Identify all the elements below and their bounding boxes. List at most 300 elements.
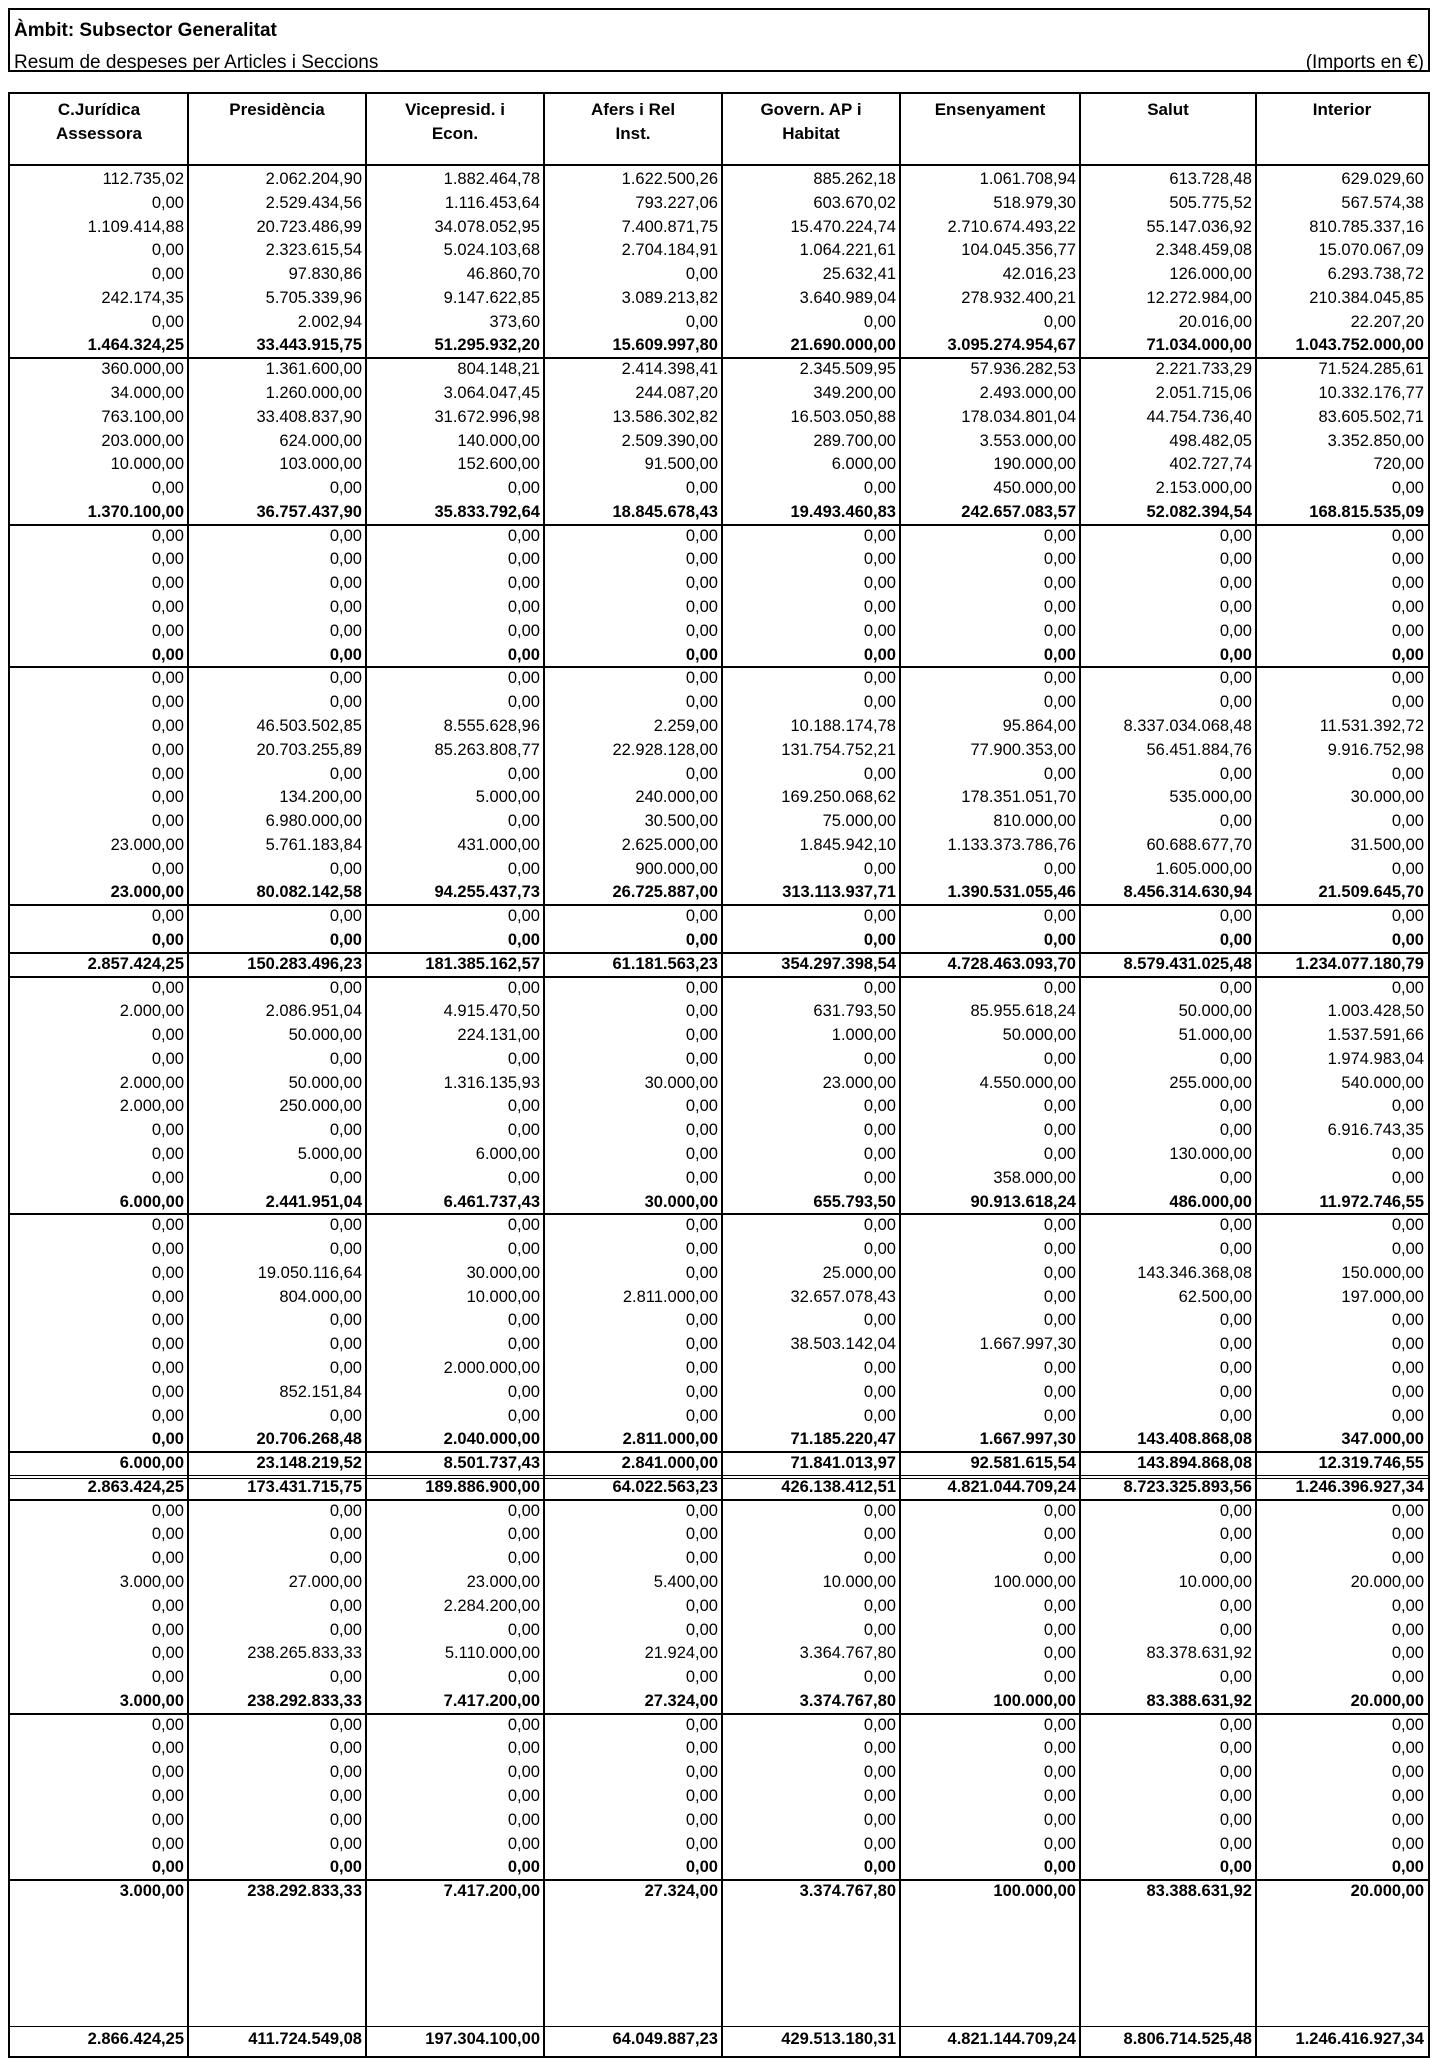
subtotal-cell: 0,00 bbox=[863, 645, 896, 664]
table-cell: 0,00 bbox=[1391, 1620, 1424, 1639]
table-cell: 238.265.833,33 bbox=[247, 1644, 362, 1663]
subtotal-cell: 8.579.431.025,48 bbox=[1123, 954, 1252, 973]
table-cell: 55.147.036,92 bbox=[1146, 217, 1252, 236]
table-cell: 0,00 bbox=[1391, 1359, 1424, 1377]
subtotal-cell: 4.728.463.093,70 bbox=[947, 954, 1076, 973]
table-cell: 0,00 bbox=[151, 1311, 184, 1330]
table-cell: 12.272.984,00 bbox=[1146, 288, 1252, 307]
subtotal-cell: 1.464.324,25 bbox=[87, 336, 184, 355]
grand-total-cell: 4.821.144.709,24 bbox=[947, 2030, 1076, 2048]
table-cell: 0,00 bbox=[863, 1216, 896, 1235]
table-cell: 0,00 bbox=[151, 1834, 184, 1853]
table-cell: 0,00 bbox=[329, 1049, 362, 1068]
table-cell: 3.000,00 bbox=[119, 1573, 184, 1592]
table-cell: 2.710.674.493,22 bbox=[947, 217, 1076, 236]
table-cell: 210.384.045,85 bbox=[1309, 288, 1424, 307]
table-cell: 0,00 bbox=[1219, 574, 1252, 593]
column-header-line: Assessora bbox=[55, 124, 142, 143]
table-cell: 0,00 bbox=[1043, 1144, 1076, 1163]
table-cell: 0,00 bbox=[329, 1668, 362, 1687]
table-cell: 450.000,00 bbox=[993, 479, 1076, 498]
table-cell: 0,00 bbox=[329, 1787, 362, 1806]
table-cell: 150.000,00 bbox=[1341, 1263, 1424, 1282]
subtotal-cell: 64.022.563,23 bbox=[612, 1477, 718, 1496]
table-cell: 0,00 bbox=[685, 1525, 718, 1544]
table-cell: 1.109.414,88 bbox=[87, 217, 184, 236]
table-cell: 0,00 bbox=[151, 479, 184, 498]
table-cell: 0,00 bbox=[151, 1763, 184, 1782]
table-cell: 431.000,00 bbox=[457, 835, 540, 854]
table-cell: 21.924,00 bbox=[644, 1644, 718, 1663]
table-cell: 0,00 bbox=[151, 693, 184, 712]
table-cell: 0,00 bbox=[1391, 669, 1424, 688]
table-cell: 2.811.000,00 bbox=[622, 1287, 718, 1306]
table-cell: 31.672.996,98 bbox=[434, 407, 540, 426]
table-cell: 0,00 bbox=[507, 1525, 540, 1544]
table-cell: 0,00 bbox=[1391, 621, 1424, 640]
table-cell: 0,00 bbox=[1391, 907, 1424, 926]
table-cell: 0,00 bbox=[507, 812, 540, 831]
subtotal-cell: 21.690.000,00 bbox=[790, 336, 896, 355]
table-cell: 103.000,00 bbox=[279, 455, 362, 474]
table-cell: 0,00 bbox=[507, 1406, 540, 1425]
subtotal-cell: 6.000,00 bbox=[119, 1454, 184, 1473]
table-cell: 0,00 bbox=[151, 526, 184, 545]
table-cell: 2.086.951,04 bbox=[265, 1002, 362, 1021]
table-cell: 0,00 bbox=[1219, 978, 1252, 997]
table-cell: 0,00 bbox=[1391, 812, 1424, 831]
table-cell: 3.364.767,80 bbox=[799, 1644, 896, 1663]
table-cell: 0,00 bbox=[507, 669, 540, 688]
column-header-line: Inst. bbox=[615, 124, 651, 143]
subtotal-cell: 30.000,00 bbox=[644, 1192, 718, 1211]
table-cell: 0,00 bbox=[685, 1168, 718, 1187]
table-cell: 3.553.000,00 bbox=[979, 431, 1076, 450]
column-header bbox=[188, 94, 366, 166]
subtotal-cell: 143.894.868,08 bbox=[1137, 1454, 1252, 1473]
table-cell: 240.000,00 bbox=[635, 788, 718, 807]
table-cell: 0,00 bbox=[1043, 1763, 1076, 1782]
table-cell: 0,00 bbox=[685, 1715, 718, 1734]
table-cell: 5.761.183,84 bbox=[265, 835, 362, 854]
table-cell: 0,00 bbox=[151, 669, 184, 688]
subtotal-cell: 3.095.274.954,67 bbox=[947, 336, 1076, 355]
column-header-line: C.Jurídica bbox=[57, 100, 141, 119]
table-cell: 0,00 bbox=[1219, 1216, 1252, 1235]
table-cell: 130.000,00 bbox=[1169, 1144, 1252, 1163]
subtotal-cell: 23.148.219,52 bbox=[256, 1454, 362, 1473]
table-cell: 0,00 bbox=[863, 1834, 896, 1853]
table-cell: 0,00 bbox=[151, 1335, 184, 1354]
table-cell: 0,00 bbox=[1219, 1335, 1252, 1354]
subtotal-cell: 3.000,00 bbox=[119, 1882, 184, 1901]
table-cell: 10.000,00 bbox=[466, 1287, 540, 1306]
column-header-line: Habitat bbox=[782, 124, 840, 143]
table-cell: 0,00 bbox=[1391, 1311, 1424, 1330]
table-cell: 0,00 bbox=[1391, 479, 1424, 498]
table-cell: 71.524.285,61 bbox=[1318, 360, 1424, 379]
table-cell: 0,00 bbox=[329, 859, 362, 878]
table-cell: 0,00 bbox=[863, 693, 896, 712]
subtotal-cell: 2.841.000,00 bbox=[621, 1454, 718, 1473]
table-cell: 0,00 bbox=[685, 1097, 718, 1116]
table-cell: 0,00 bbox=[685, 978, 718, 997]
table-cell: 1.667.997,30 bbox=[979, 1335, 1076, 1354]
table-cell: 0,00 bbox=[863, 1715, 896, 1734]
table-cell: 20.016,00 bbox=[1178, 312, 1252, 331]
table-cell: 1.361.600,00 bbox=[265, 360, 362, 379]
table-cell: 0,00 bbox=[1219, 669, 1252, 688]
subtotal-cell: 2.040.000,00 bbox=[443, 1430, 540, 1449]
table-cell: 0,00 bbox=[863, 1525, 896, 1544]
table-cell: 0,00 bbox=[329, 907, 362, 926]
table-cell: 0,00 bbox=[151, 812, 184, 831]
table-cell: 134.200,00 bbox=[279, 788, 362, 807]
table-cell: 126.000,00 bbox=[1169, 265, 1252, 284]
table-cell: 0,00 bbox=[329, 1549, 362, 1568]
table-cell: 0,00 bbox=[1219, 1715, 1252, 1734]
table-cell: 10.332.176,77 bbox=[1318, 384, 1424, 403]
table-cell: 0,00 bbox=[685, 1263, 718, 1282]
table-cell: 810.785.337,16 bbox=[1309, 217, 1424, 236]
table-cell: 0,00 bbox=[863, 479, 896, 498]
table-cell: 140.000,00 bbox=[457, 431, 540, 450]
table-cell: 0,00 bbox=[1391, 1644, 1424, 1663]
subtotal-cell: 6.461.737,43 bbox=[443, 1192, 540, 1211]
subtotal-cell: 238.292.833,33 bbox=[247, 1882, 362, 1901]
table-cell: 0,00 bbox=[685, 265, 718, 284]
table-cell: 197.000,00 bbox=[1341, 1287, 1424, 1306]
subtotal-cell: 0,00 bbox=[329, 930, 362, 949]
table-cell: 0,00 bbox=[863, 1359, 896, 1377]
table-cell: 2.509.390,00 bbox=[621, 431, 718, 450]
table-cell: 402.727,74 bbox=[1169, 455, 1252, 474]
table-cell: 900.000,00 bbox=[635, 859, 718, 878]
table-cell: 603.670,02 bbox=[813, 193, 896, 212]
subtotal-cell: 0,00 bbox=[507, 645, 540, 664]
table-cell: 3.064.047,45 bbox=[443, 384, 540, 403]
table-cell: 358.000,00 bbox=[993, 1168, 1076, 1187]
table-cell: 0,00 bbox=[1391, 1787, 1424, 1806]
table-cell: 0,00 bbox=[1219, 1121, 1252, 1140]
table-cell: 0,00 bbox=[151, 241, 184, 260]
subtotal-cell: 20.000,00 bbox=[1350, 1882, 1424, 1901]
table-cell: 131.754.752,21 bbox=[781, 740, 896, 759]
subtotal-cell: 1.370.100,00 bbox=[87, 502, 184, 521]
table-cell: 2.414.398,41 bbox=[621, 360, 718, 379]
table-cell: 27.000,00 bbox=[288, 1573, 362, 1592]
subtotal-cell: 80.082.142,58 bbox=[256, 883, 362, 902]
table-cell: 0,00 bbox=[1219, 1311, 1252, 1330]
table-cell: 0,00 bbox=[1391, 1144, 1424, 1163]
table-cell: 0,00 bbox=[685, 1739, 718, 1758]
subtotal-cell: 12.319.746,55 bbox=[1318, 1454, 1424, 1473]
table-cell: 0,00 bbox=[1043, 1549, 1076, 1568]
table-cell: 0,00 bbox=[1391, 1596, 1424, 1615]
table-cell: 2.704.184,91 bbox=[621, 241, 718, 260]
table-cell: 0,00 bbox=[329, 1763, 362, 1782]
table-cell: 0,00 bbox=[1043, 1311, 1076, 1330]
table-cell: 0,00 bbox=[507, 479, 540, 498]
table-cell: 0,00 bbox=[329, 1834, 362, 1853]
table-cell: 42.016,23 bbox=[1002, 265, 1076, 284]
table-cell: 0,00 bbox=[1391, 859, 1424, 878]
table-cell: 0,00 bbox=[1043, 1382, 1076, 1401]
table-cell: 0,00 bbox=[151, 621, 184, 640]
table-cell: 0,00 bbox=[329, 1525, 362, 1544]
table-cell: 0,00 bbox=[151, 1668, 184, 1687]
subtotal-cell: 313.113.937,71 bbox=[782, 883, 896, 902]
subtotal-cell: 1.043.752.000,00 bbox=[1295, 336, 1424, 355]
table-cell: 0,00 bbox=[685, 1763, 718, 1782]
table-cell: 203.000,00 bbox=[101, 431, 184, 450]
table-cell: 5.705.339,96 bbox=[265, 288, 362, 307]
table-cell: 0,00 bbox=[1043, 669, 1076, 688]
table-cell: 0,00 bbox=[863, 312, 896, 331]
table-cell: 224.131,00 bbox=[457, 1026, 540, 1045]
table-cell: 0,00 bbox=[685, 907, 718, 926]
table-cell: 0,00 bbox=[151, 716, 184, 735]
table-cell: 0,00 bbox=[1043, 1216, 1076, 1235]
subtotal-cell: 8.501.737,43 bbox=[443, 1454, 540, 1473]
table-cell: 2.284.200,00 bbox=[443, 1596, 540, 1615]
subtotal-cell: 0,00 bbox=[507, 1858, 540, 1877]
table-cell: 0,00 bbox=[1391, 1168, 1424, 1187]
subtotal-cell: 7.417.200,00 bbox=[443, 1882, 540, 1901]
subtotal-cell: 21.509.645,70 bbox=[1318, 883, 1424, 902]
table-cell: 763.100,00 bbox=[101, 407, 184, 426]
table-cell: 0,00 bbox=[1043, 859, 1076, 878]
table-cell: 1.974.983,04 bbox=[1327, 1049, 1424, 1068]
subtotal-cell: 347.000,00 bbox=[1341, 1430, 1424, 1449]
table-cell: 1.064.221,61 bbox=[799, 241, 896, 260]
subtotal-cell: 2.863.424,25 bbox=[87, 1477, 184, 1496]
subtotal-cell: 0,00 bbox=[1391, 930, 1424, 949]
table-cell: 0,00 bbox=[685, 1026, 718, 1045]
subtotal-cell: 242.657.083,57 bbox=[961, 502, 1076, 521]
table-cell: 0,00 bbox=[1391, 1501, 1424, 1520]
table-cell: 0,00 bbox=[863, 1739, 896, 1758]
table-cell: 1.622.500,26 bbox=[621, 170, 718, 188]
subtotal-cell: 173.431.715,75 bbox=[247, 1477, 362, 1496]
report-header bbox=[8, 8, 1430, 72]
table-cell: 152.600,00 bbox=[457, 455, 540, 474]
grand-total-cell: 429.513.180,31 bbox=[781, 2030, 896, 2048]
column-header-line: Ensenyament bbox=[934, 100, 1046, 119]
table-cell: 0,00 bbox=[685, 526, 718, 545]
table-cell: 50.000,00 bbox=[288, 1073, 362, 1092]
table-cell: 0,00 bbox=[507, 574, 540, 593]
table-cell: 2.002,94 bbox=[297, 312, 362, 331]
table-cell: 0,00 bbox=[1391, 574, 1424, 593]
table-cell: 0,00 bbox=[151, 1810, 184, 1829]
grand-total-cell: 64.049.887,23 bbox=[612, 2030, 718, 2048]
table-cell: 0,00 bbox=[329, 550, 362, 569]
table-cell: 0,00 bbox=[685, 598, 718, 617]
table-cell: 810.000,00 bbox=[993, 812, 1076, 831]
table-cell: 0,00 bbox=[151, 1525, 184, 1544]
table-cell: 0,00 bbox=[1043, 1715, 1076, 1734]
table-cell: 8.555.628,96 bbox=[443, 716, 540, 735]
table-cell: 613.728,48 bbox=[1169, 170, 1252, 188]
table-cell: 5.024.103,68 bbox=[443, 241, 540, 260]
subtotal-cell: 51.295.932,20 bbox=[434, 336, 540, 355]
table-cell: 0,00 bbox=[1391, 1810, 1424, 1829]
table-cell: 0,00 bbox=[329, 1240, 362, 1259]
table-cell: 0,00 bbox=[863, 1810, 896, 1829]
table-cell: 0,00 bbox=[1043, 1644, 1076, 1663]
subtotal-cell: 18.845.678,43 bbox=[612, 502, 718, 521]
table-cell: 0,00 bbox=[1219, 1596, 1252, 1615]
table-cell: 16.503.050,88 bbox=[790, 407, 896, 426]
table-cell: 0,00 bbox=[329, 1121, 362, 1140]
table-cell: 143.346.368,08 bbox=[1137, 1263, 1252, 1282]
table-cell: 631.793,50 bbox=[813, 1002, 896, 1021]
table-cell: 0,00 bbox=[685, 1834, 718, 1853]
table-cell: 278.932.400,21 bbox=[961, 288, 1076, 307]
table-cell: 10.000,00 bbox=[110, 455, 184, 474]
table-cell: 0,00 bbox=[1391, 598, 1424, 617]
table-cell: 46.860,70 bbox=[466, 265, 540, 284]
table-cell: 0,00 bbox=[863, 1501, 896, 1520]
table-cell: 0,00 bbox=[1219, 1834, 1252, 1853]
column-header bbox=[722, 94, 900, 166]
table-cell: 8.337.034.068,48 bbox=[1123, 716, 1252, 735]
table-cell: 0,00 bbox=[1043, 598, 1076, 617]
table-cell: 0,00 bbox=[1219, 1382, 1252, 1401]
table-cell: 0,00 bbox=[507, 1168, 540, 1187]
table-cell: 0,00 bbox=[1219, 1049, 1252, 1068]
table-cell: 0,00 bbox=[1043, 907, 1076, 926]
table-cell: 0,00 bbox=[863, 550, 896, 569]
table-cell: 15.470.224,74 bbox=[790, 217, 896, 236]
table-cell: 0,00 bbox=[863, 1763, 896, 1782]
table-cell: 0,00 bbox=[1043, 574, 1076, 593]
table-cell: 83.605.502,71 bbox=[1318, 407, 1424, 426]
table-cell: 567.574,38 bbox=[1341, 193, 1424, 212]
table-cell: 0,00 bbox=[1219, 1097, 1252, 1116]
table-cell: 1.003.428,50 bbox=[1327, 1002, 1424, 1021]
table-cell: 0,00 bbox=[1391, 1240, 1424, 1259]
table-cell: 2.000,00 bbox=[119, 1073, 184, 1092]
table-cell: 0,00 bbox=[863, 1311, 896, 1330]
table-cell: 6.000,00 bbox=[831, 455, 896, 474]
table-cell: 0,00 bbox=[151, 764, 184, 783]
table-cell: 2.348.459,08 bbox=[1155, 241, 1252, 260]
subtotal-cell: 71.185.220,47 bbox=[790, 1430, 896, 1449]
table-cell: 0,00 bbox=[685, 1240, 718, 1259]
subtotal-cell: 2.811.000,00 bbox=[622, 1430, 718, 1449]
table-cell: 1.845.942,10 bbox=[799, 835, 896, 854]
table-cell: 50.000,00 bbox=[1178, 1002, 1252, 1021]
units-note: (Imports en €) bbox=[1305, 52, 1424, 73]
subtotal-cell: 36.757.437,90 bbox=[256, 502, 362, 521]
subtotal-cell: 0,00 bbox=[151, 645, 184, 664]
table-cell: 852.151,84 bbox=[279, 1382, 362, 1401]
table-cell: 2.000,00 bbox=[119, 1097, 184, 1116]
table-cell: 1.260.000,00 bbox=[265, 384, 362, 403]
table-cell: 0,00 bbox=[1043, 1049, 1076, 1068]
table-cell: 0,00 bbox=[1391, 1739, 1424, 1758]
table-cell: 20.000,00 bbox=[1350, 1573, 1424, 1592]
table-cell: 0,00 bbox=[151, 1739, 184, 1758]
table-cell: 0,00 bbox=[863, 1549, 896, 1568]
table-cell: 0,00 bbox=[329, 1620, 362, 1639]
table-cell: 0,00 bbox=[151, 978, 184, 997]
table-cell: 0,00 bbox=[507, 1549, 540, 1568]
table-cell: 0,00 bbox=[329, 1216, 362, 1235]
table-cell: 0,00 bbox=[685, 1501, 718, 1520]
subtotal-cell: 20.706.268,48 bbox=[256, 1430, 362, 1449]
table-cell: 373,60 bbox=[489, 312, 540, 331]
table-cell: 0,00 bbox=[863, 526, 896, 545]
table-cell: 0,00 bbox=[151, 859, 184, 878]
subtotal-cell: 0,00 bbox=[685, 1858, 718, 1877]
table-cell: 0,00 bbox=[685, 1382, 718, 1401]
table-cell: 0,00 bbox=[1043, 1620, 1076, 1639]
table-cell: 22.207,20 bbox=[1350, 312, 1424, 331]
table-cell: 0,00 bbox=[685, 1620, 718, 1639]
table-cell: 0,00 bbox=[151, 1049, 184, 1068]
subtotal-cell: 0,00 bbox=[151, 1430, 184, 1449]
table-cell: 0,00 bbox=[1391, 693, 1424, 712]
table-cell: 6.293.738,72 bbox=[1327, 265, 1424, 284]
column-header-line: Vicepresid. i bbox=[405, 100, 505, 119]
grand-total-cell: 2.866.424,25 bbox=[87, 2030, 184, 2048]
table-cell: 0,00 bbox=[507, 1121, 540, 1140]
table-cell: 15.070.067,09 bbox=[1318, 241, 1424, 260]
table-cell: 0,00 bbox=[151, 550, 184, 569]
table-cell: 0,00 bbox=[151, 1406, 184, 1425]
table-cell: 0,00 bbox=[151, 1359, 184, 1377]
subtotal-cell: 0,00 bbox=[863, 930, 896, 949]
table-cell: 0,00 bbox=[685, 550, 718, 569]
grand-total-cell: 411.724.549,08 bbox=[248, 2030, 362, 2048]
table-cell: 10.000,00 bbox=[1178, 1573, 1252, 1592]
subtotal-cell: 27.324,00 bbox=[644, 1691, 718, 1710]
subtotal-cell: 2.441.951,04 bbox=[265, 1192, 362, 1211]
table-cell: 0,00 bbox=[1043, 1810, 1076, 1829]
table-cell: 0,00 bbox=[151, 1168, 184, 1187]
table-cell: 0,00 bbox=[685, 1049, 718, 1068]
table-cell: 0,00 bbox=[507, 526, 540, 545]
table-cell: 10.000,00 bbox=[822, 1573, 896, 1592]
table-cell: 10.188.174,78 bbox=[790, 716, 896, 735]
subtotal-cell: 354.297.398,54 bbox=[781, 954, 896, 973]
table-cell: 25.000,00 bbox=[822, 1263, 896, 1282]
subtotal-cell: 1.667.997,30 bbox=[979, 1430, 1076, 1449]
table-cell: 518.979,30 bbox=[993, 193, 1076, 212]
table-cell: 0,00 bbox=[685, 1144, 718, 1163]
table-cell: 0,00 bbox=[151, 1549, 184, 1568]
table-cell: 0,00 bbox=[1391, 1834, 1424, 1853]
subtotal-cell: 23.000,00 bbox=[110, 883, 184, 902]
table-cell: 0,00 bbox=[1043, 1501, 1076, 1520]
table-cell: 6.000,00 bbox=[475, 1144, 540, 1163]
table-cell: 2.625.000,00 bbox=[621, 835, 718, 854]
table-cell: 255.000,00 bbox=[1169, 1073, 1252, 1092]
table-cell: 0,00 bbox=[1219, 1810, 1252, 1829]
column-header-line: Presidència bbox=[229, 100, 325, 119]
table-cell: 0,00 bbox=[863, 1240, 896, 1259]
table-cell: 885.262,18 bbox=[813, 170, 896, 188]
table-cell: 0,00 bbox=[1219, 550, 1252, 569]
table-cell: 0,00 bbox=[1043, 550, 1076, 569]
table-cell: 0,00 bbox=[1219, 1240, 1252, 1259]
table-cell: 0,00 bbox=[1391, 550, 1424, 569]
subtotal-cell: 100.000,00 bbox=[993, 1691, 1076, 1710]
table-cell: 0,00 bbox=[1219, 1525, 1252, 1544]
